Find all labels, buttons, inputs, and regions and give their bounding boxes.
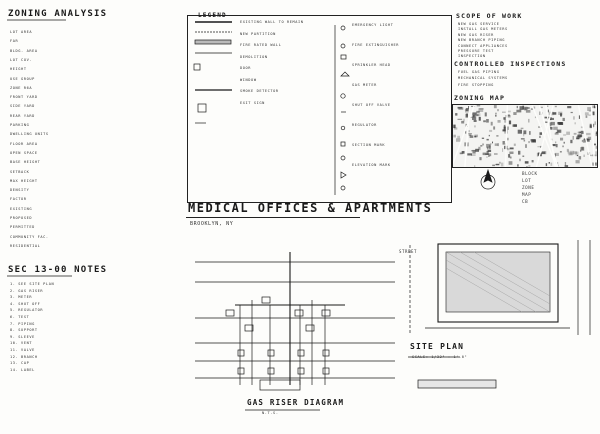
legend-item: REGULATOR <box>352 123 377 127</box>
block-lot-row: ZONE <box>522 185 535 190</box>
zoning-row: REAR YARD <box>10 113 35 118</box>
zoning-row: ZONE R6A <box>10 85 33 90</box>
zoning-row: DWELLING UNITS <box>10 132 49 137</box>
inspection-item: FIRE STOPPING <box>458 82 494 87</box>
gas-riser-scale: N.T.S. <box>262 411 279 415</box>
legend-item: FIRE EXTINGUISHER <box>352 43 399 47</box>
project-title: MEDICAL OFFICES & APARTMENTS <box>188 201 433 215</box>
legend-item: DOOR <box>240 66 252 70</box>
zoning-row: EXISTING <box>10 206 33 211</box>
legend-item: EXIT SIGN <box>240 100 265 105</box>
sec-note: 6. TEST <box>10 315 30 319</box>
legend-item: NEW PARTITION <box>240 31 276 36</box>
zoning-analysis-title: ZONING ANALYSIS <box>8 9 108 19</box>
zoning-row: FACTOR <box>10 197 27 202</box>
legend-item: WINDOW <box>240 77 257 82</box>
sec-note: 13. CAP <box>10 361 30 366</box>
legend-title: LEGEND <box>198 12 227 19</box>
site-plan-scale: SCALE: 1/32" = 1'-0" <box>412 355 468 359</box>
block-lot-row: MAP <box>522 192 532 197</box>
zoning-row: SETBACK <box>10 169 30 174</box>
block-lot-row: CB <box>522 199 529 204</box>
zoning-row: FLOOR AREA <box>10 141 38 146</box>
sec-notes-title: SEC 13-00 NOTES <box>8 265 108 275</box>
gas-riser-title: GAS RISER DIAGRAM <box>247 398 345 407</box>
zoning-row: DENSITY <box>10 188 30 193</box>
legend-item: SPRINKLER HEAD <box>352 63 391 67</box>
scope-item: NEW GAS RISER <box>458 32 494 37</box>
sec-note: 7. PIPING <box>10 321 35 326</box>
sec-note: 1. SEE SITE PLAN <box>10 282 55 286</box>
scope-of-work-title: SCOPE OF WORK <box>456 12 523 20</box>
zoning-row: LOT AREA <box>10 30 33 34</box>
legend-item: GAS METER <box>352 83 377 87</box>
zoning-row: BASE HEIGHT <box>10 160 41 165</box>
scope-item: CONNECT APPLIANCES <box>458 43 508 48</box>
legend-item: FIRE RATED WALL <box>240 43 282 47</box>
sec-note: 2. GAS RISER <box>10 288 44 293</box>
scope-item: NEW BRANCH PIPING <box>458 38 505 43</box>
legend-item: SHUT OFF VALVE <box>352 103 391 107</box>
zoning-row: USE GROUP <box>10 76 35 81</box>
controlled-inspections-title: CONTROLLED INSPECTIONS <box>454 60 567 68</box>
sec-note: 9. SLEEVE <box>10 334 35 339</box>
zoning-row: OPEN SPACE <box>10 150 38 155</box>
sec-note: 3. METER <box>10 295 33 300</box>
zoning-row: COMMUNITY FAC. <box>10 234 49 239</box>
legend-item: ELEVATION MARK <box>352 163 391 167</box>
scope-item: NEW GAS SERVICE <box>458 22 500 26</box>
sec-note: 14. LABEL <box>10 367 35 372</box>
sec-note: 12. BRANCH <box>10 354 38 359</box>
legend-item: SMOKE DETECTOR <box>240 89 279 93</box>
project-location: BROOKLYN, NY <box>190 221 234 227</box>
scope-item: INSTALL GAS METERS <box>458 27 508 32</box>
sec-note: 5. REGULATOR <box>10 308 44 313</box>
sec-note: 10. VENT <box>10 341 33 346</box>
zoning-row: FAR <box>10 39 19 44</box>
sec-note: 11. VALVE <box>10 348 35 352</box>
inspection-item: FUEL GAS PIPING <box>458 70 500 74</box>
site-plan-title: SITE PLAN <box>410 342 465 351</box>
legend-item: SECTION MARK <box>352 143 386 147</box>
zoning-row: FRONT YARD <box>10 95 38 100</box>
zoning-row: MAX HEIGHT <box>10 178 38 183</box>
sec-note: 4. SHUT OFF <box>10 301 41 306</box>
zoning-row: PARKING <box>10 123 30 127</box>
legend-item: EXISTING WALL TO REMAIN <box>240 20 304 24</box>
zoning-row: RESIDENTIAL <box>10 243 41 248</box>
zoning-map-title: ZONING MAP <box>454 94 506 102</box>
zoning-row: SIDE YARD <box>10 104 35 109</box>
legend-item: DEMOLITION <box>240 54 268 59</box>
zoning-row: HEIGHT <box>10 67 27 72</box>
scope-item: INSPECTION <box>458 54 486 59</box>
zoning-row: PROPOSED <box>10 216 33 220</box>
legend-item: EMERGENCY LIGHT <box>352 23 394 27</box>
block-lot-row: BLOCK <box>522 171 538 176</box>
zoning-row: PERMITTED <box>10 225 35 230</box>
zoning-row: LOT COV. <box>10 57 33 62</box>
street-label: STREET <box>399 249 418 254</box>
block-lot-row: LOT <box>522 178 532 183</box>
sec-note: 8. SUPPORT <box>10 328 38 333</box>
inspection-item: MECHANICAL SYSTEMS <box>458 76 508 81</box>
zoning-row: BLDG. AREA <box>10 48 38 53</box>
scope-item: PRESSURE TEST <box>458 49 494 53</box>
